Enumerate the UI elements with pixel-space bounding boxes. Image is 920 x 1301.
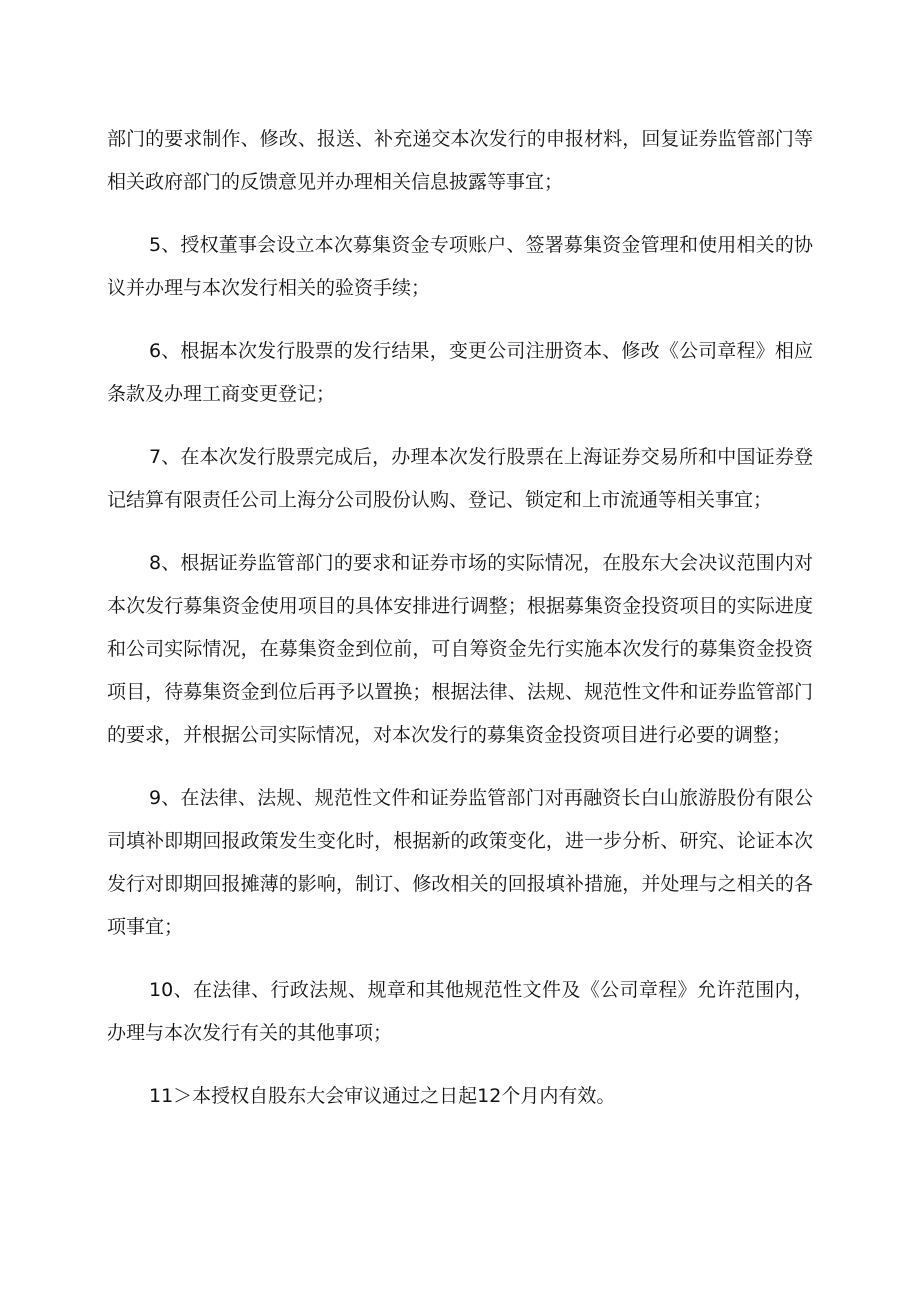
paragraph-continuation: 部门的要求制作、修改、报送、补充递交本次发行的申报材料，回复证券监管部门等相关政府部门的反馈意见并办理相关信息披露等事宜；: [107, 128, 813, 193]
paragraph-item-11: 11＞本授权自股东大会审议通过之日起12个月内有效。: [149, 1085, 616, 1107]
paragraph-item-9: 9、在法律、法规、规范性文件和证券监管部门对再融资长白山旅游股份有限公司填补即期回报政策发生变化时，根据新的政策变化，进一步分析、研究、论证本次发行对即期回报摊薄的影响，制订、修改相关的回报填补措施，并处理与之相关的各项事宜；: [107, 787, 813, 938]
paragraph-item-8: 8、根据证券监管部门的要求和证券市场的实际情况，在股东大会决议范围内对本次发行募集资金使用项目的具体安排进行调整；根据募集资金投资项目的实际进度和公司实际情况，在募集资金到位前，可自筹资金先行实施本次发行的募集资金投资项目，待募集资金到位后再予以置换；根据法律、法规、规范性文件和证券监管部门的要求，并根据公司实际情况，对本次发行的募集资金投资项目进行必要的调整；: [107, 552, 813, 746]
document-body: [107, 118, 813, 1118]
paragraph-item-10: 10、在法律、行政法规、规章和其他规范性文件及《公司章程》允许范围内，办理与本次发行有关的其他事项；: [107, 979, 813, 1044]
paragraph-item-6: 6、根据本次发行股票的发行结果，变更公司注册资本、修改《公司章程》相应条款及办理工商变更登记；: [107, 340, 813, 405]
paragraph-item-5: 5、授权董事会设立本次募集资金专项账户、签署募集资金管理和使用相关的协议并办理与本次发行相关的验资手续；: [107, 234, 813, 299]
paragraph-item-7: 7、在本次发行股票完成后，办理本次发行股票在上海证券交易所和中国证券登记结算有限责任公司上海分公司股份认购、登记、锁定和上市流通等相关事宜；: [107, 446, 813, 511]
